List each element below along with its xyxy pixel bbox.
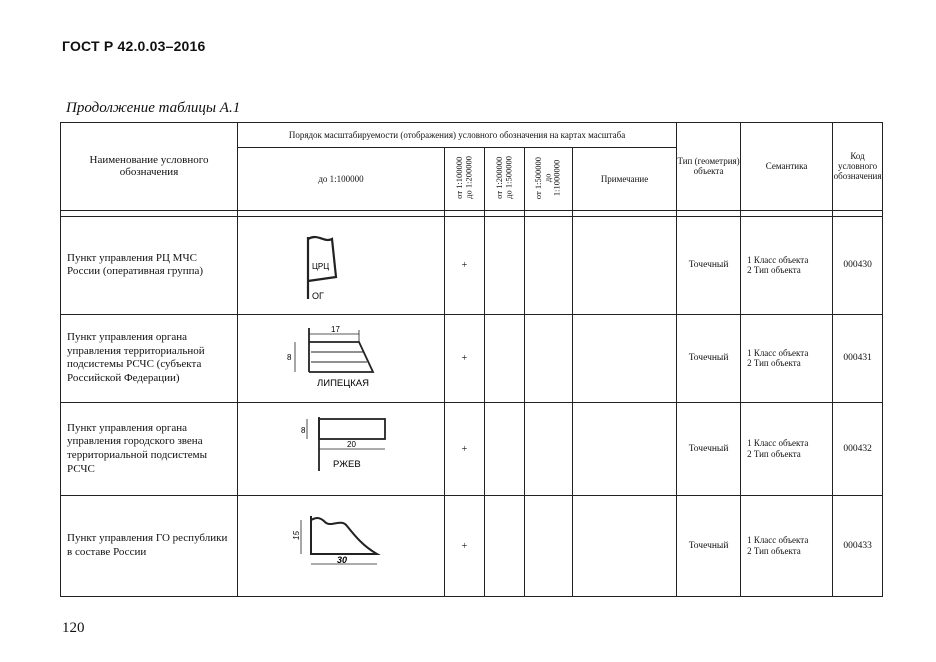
header-code: Код условного обозначения: [833, 123, 883, 211]
symbol-label: ОГ: [312, 291, 324, 302]
dimension-width: 30: [337, 555, 348, 566]
header-scale-100k: до 1:100000: [238, 148, 445, 210]
mark-cell: +: [445, 315, 485, 403]
dimension-width: 20: [347, 440, 356, 450]
code-cell: 000431: [833, 315, 883, 403]
symbol-cell: [238, 315, 445, 403]
dimension-width: 17: [331, 325, 340, 335]
symbol-cell: [238, 496, 445, 597]
header-type: Тип (геометрия) объекта: [677, 123, 741, 211]
mark-cell: +: [445, 402, 485, 496]
type-cell: Точечный: [677, 496, 741, 597]
republic-flag-symbol: [281, 506, 401, 586]
header-note: Примечание: [573, 148, 677, 210]
mark-cell: +: [445, 496, 485, 597]
region-flag-symbol: [281, 318, 401, 398]
page-number: 120: [62, 620, 85, 636]
type-cell: Точечный: [677, 216, 741, 315]
header-scale-200k: от 1:100000 до 1:200000: [445, 148, 485, 210]
header-name: Наименование условного обозначения: [61, 123, 238, 211]
semantics-cell: 1 Класс объекта 2 Тип объекта: [741, 496, 833, 597]
table-row: [61, 496, 883, 597]
table-row: [61, 216, 883, 315]
dimension-height: 15: [292, 531, 301, 541]
header-scale-group: Порядок масштабируемости (отображения) условного обозначения на картах масштаба: [238, 123, 677, 148]
table-row: [61, 402, 883, 496]
dimension-height: 8: [301, 426, 306, 436]
row-name: Пункт управления РЦ МЧС России (оперативная группа): [61, 216, 238, 315]
semantics-cell: 1 Класс объекта 2 Тип объекта: [741, 216, 833, 315]
header-scale-1m: от 1:500000 до 1:1000000: [525, 148, 573, 210]
header-scale-500k: от 1:200000 до 1:500000: [485, 148, 525, 210]
symbol-flag-text: ЦРЦ: [312, 262, 330, 272]
row-name: Пункт управления органа управления городского звена территориальной подсистемы РСЧС: [61, 402, 238, 496]
symbol-cell: [238, 402, 445, 496]
flag-symbol: [296, 225, 386, 305]
symbols-table: [60, 122, 883, 597]
semantics-cell: 1 Класс объекта 2 Тип объекта: [741, 315, 833, 403]
semantics-cell: 1 Класс объекта 2 Тип объекта: [741, 402, 833, 496]
symbol-cell: [238, 216, 445, 315]
standard-title: ГОСТ Р 42.0.03–2016: [62, 38, 206, 54]
header-semantics: Семантика: [741, 123, 833, 211]
row-name: Пункт управления ГО республики в составе России: [61, 496, 238, 597]
dimension-height: 8: [287, 353, 292, 363]
city-flag-symbol: [281, 409, 401, 489]
type-cell: Точечный: [677, 315, 741, 403]
code-cell: 000432: [833, 402, 883, 496]
row-name: Пункт управления органа управления территориальной подсистемы РСЧС (субъекта Российской Федерации): [61, 315, 238, 403]
symbol-label: ЛИПЕЦКАЯ: [317, 378, 369, 390]
type-cell: Точечный: [677, 402, 741, 496]
table-row: [61, 315, 883, 403]
mark-cell: +: [445, 216, 485, 315]
table-continuation-caption: Продолжение таблицы А.1: [66, 100, 241, 116]
code-cell: 000430: [833, 216, 883, 315]
symbol-label: РЖЕВ: [333, 459, 361, 471]
code-cell: 000433: [833, 496, 883, 597]
